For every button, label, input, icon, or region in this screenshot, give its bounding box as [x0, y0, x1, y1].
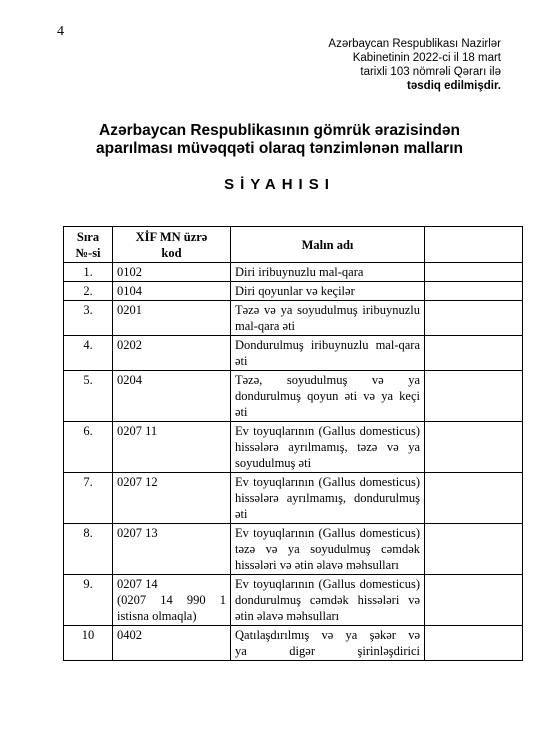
goods-table [63, 226, 523, 661]
header-code-line-1: XİF MN üzrə [135, 229, 208, 244]
title-line-2: aparılması müvəqqəti olaraq tənzimlənən malların [96, 140, 463, 157]
row-empty-cell [425, 301, 523, 336]
table-row [64, 575, 523, 626]
row-goods-name: Diri qoyunlar və keçilər [231, 282, 425, 301]
row-number: 1. [64, 263, 113, 282]
row-code-main: 0207 14 [117, 577, 158, 591]
row-goods-name: Təzə və ya soyudulmuş iribuynuzlu mal-qara əti [231, 301, 425, 336]
document-title [60, 122, 499, 158]
table-row [64, 473, 523, 524]
row-code: 0207 11 [113, 422, 231, 473]
row-number: 6. [64, 422, 113, 473]
row-goods-name: Ev toyuqlarının (Gallus domesticus) təzə və ya soyudulmuş cəmdək hissələri və ətin əlavə məhsulları [231, 524, 425, 575]
header-code [113, 227, 231, 263]
row-number: 7. [64, 473, 113, 524]
document-subtitle: SİYAHISI [224, 176, 335, 193]
row-empty-cell [425, 263, 523, 282]
approval-stamp-text [261, 37, 501, 93]
approval-line-2: Kabinetinin 2022-ci il 18 mart [352, 52, 501, 64]
row-goods-name: Ev toyuqlarının (Gallus domesticus) hissələrə ayrılmamış, təzə və ya soyudulmuş əti [231, 422, 425, 473]
row-code-note-line-2: istisna olmaqla) [117, 609, 197, 623]
row-empty-cell [425, 282, 523, 301]
row-goods-name-line-1: Qatılaşdırılmış və ya şəkər və [235, 628, 420, 642]
table-row [64, 282, 523, 301]
row-code: 0207 12 [113, 473, 231, 524]
table-row [64, 336, 523, 371]
row-empty-cell [425, 524, 523, 575]
table-row [64, 371, 523, 422]
table-row [64, 301, 523, 336]
title-line-1: Azərbaycan Respublikasının gömrük ərazisindən [99, 122, 460, 139]
row-empty-cell [425, 575, 523, 626]
table-row [64, 524, 523, 575]
approval-line-4: təsdiq edilmişdir. [407, 80, 501, 92]
row-code: 0102 [113, 263, 231, 282]
header-goods-name: Malın adı [231, 227, 425, 263]
row-empty-cell [425, 422, 523, 473]
row-code: 0207 13 [113, 524, 231, 575]
row-number: 3. [64, 301, 113, 336]
header-row-number [64, 227, 113, 263]
row-code: 0201 [113, 301, 231, 336]
row-code: 0104 [113, 282, 231, 301]
row-code: 0402 [113, 626, 231, 661]
row-goods-name: Diri iribuynuzlu mal-qara [231, 263, 425, 282]
row-goods-name-line-2: ya digər şirinləşdirici [235, 644, 420, 658]
row-code-note-line-1: (0207 14 990 1 [117, 593, 226, 607]
approval-line-3: tarixli 103 nömrəli Qərarı ilə [360, 66, 501, 78]
row-empty-cell [425, 626, 523, 661]
row-goods-name: Ev toyuqlarının (Gallus domesticus) dondurulmuş cəmdək hissələri və ətin əlavə məhsulları [231, 575, 425, 626]
table-row [64, 626, 523, 661]
row-goods-name: Ev toyuqlarının (Gallus domesticus) hissələrə ayrılmamış, dondurulmuş əti [231, 473, 425, 524]
row-number: 9. [64, 575, 113, 626]
row-goods-name: Təzə, soyudulmuş və ya dondurulmuş qoyun əti və ya keçi əti [231, 371, 425, 422]
row-empty-cell [425, 473, 523, 524]
row-number: 10 [64, 626, 113, 661]
header-empty [425, 227, 523, 263]
table-header-row [64, 227, 523, 263]
row-code: 0202 [113, 336, 231, 371]
row-empty-cell [425, 336, 523, 371]
header-code-line-2: kod [161, 245, 182, 260]
row-number: 4. [64, 336, 113, 371]
row-goods-name [231, 626, 425, 661]
row-code [113, 575, 231, 626]
page-number: 4 [57, 24, 64, 39]
row-number: 5. [64, 371, 113, 422]
header-row-number-line-2: №-si [75, 245, 101, 260]
approval-line-1: Azərbaycan Respublikası Nazirlər [328, 38, 501, 50]
table-row [64, 422, 523, 473]
row-goods-name: Dondurulmuş iribuynuzlu mal-qara əti [231, 336, 425, 371]
row-number: 8. [64, 524, 113, 575]
row-empty-cell [425, 371, 523, 422]
header-row-number-line-1: Sıra [76, 229, 100, 244]
row-code: 0204 [113, 371, 231, 422]
row-number: 2. [64, 282, 113, 301]
table-row [64, 263, 523, 282]
